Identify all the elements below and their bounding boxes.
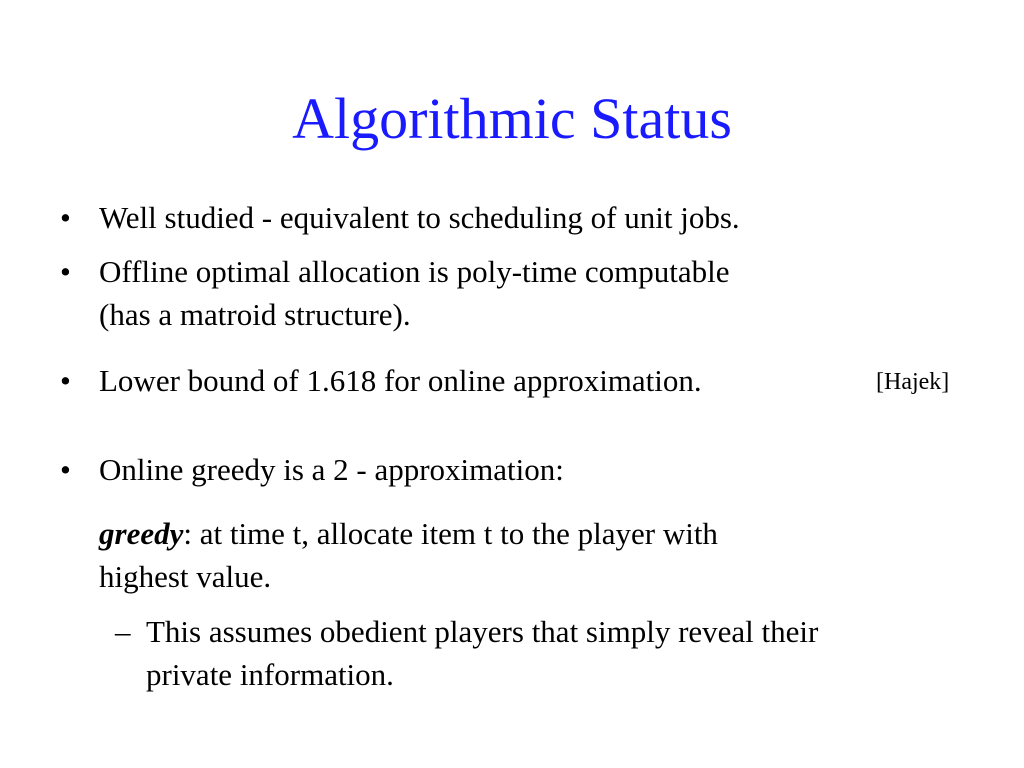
bullet-icon: • (60, 254, 71, 289)
bullet-1-text: Well studied - equivalent to scheduling of unit jobs. (99, 200, 740, 235)
sub-bullet-line-2: private information. (146, 657, 394, 692)
bullet-icon: • (60, 200, 71, 235)
bullet-icon: • (60, 452, 71, 487)
sub-bullet-line-1: This assumes obedient players that simply reveal their (146, 614, 819, 649)
dash-icon: – (115, 614, 131, 649)
greedy-definition-line-2: highest value. (99, 559, 272, 594)
greedy-definition-rest: : at time t, allocate item t to the player with (183, 516, 718, 551)
slide-title: Algorithmic Status (292, 86, 732, 151)
greedy-definition-line-1 (99, 516, 718, 552)
greedy-term: greedy (99, 516, 184, 551)
citation-hajek: [Hajek] (876, 369, 950, 395)
bullet-2-line-1: Offline optimal allocation is poly-time computable (99, 254, 730, 289)
bullet-2-line-2: (has a matroid structure). (99, 297, 411, 332)
bullet-4-text: Online greedy is a 2 - approximation: (99, 452, 564, 487)
bullet-3-text: Lower bound of 1.618 for online approximation. (99, 363, 702, 398)
bullet-icon: • (60, 363, 71, 398)
